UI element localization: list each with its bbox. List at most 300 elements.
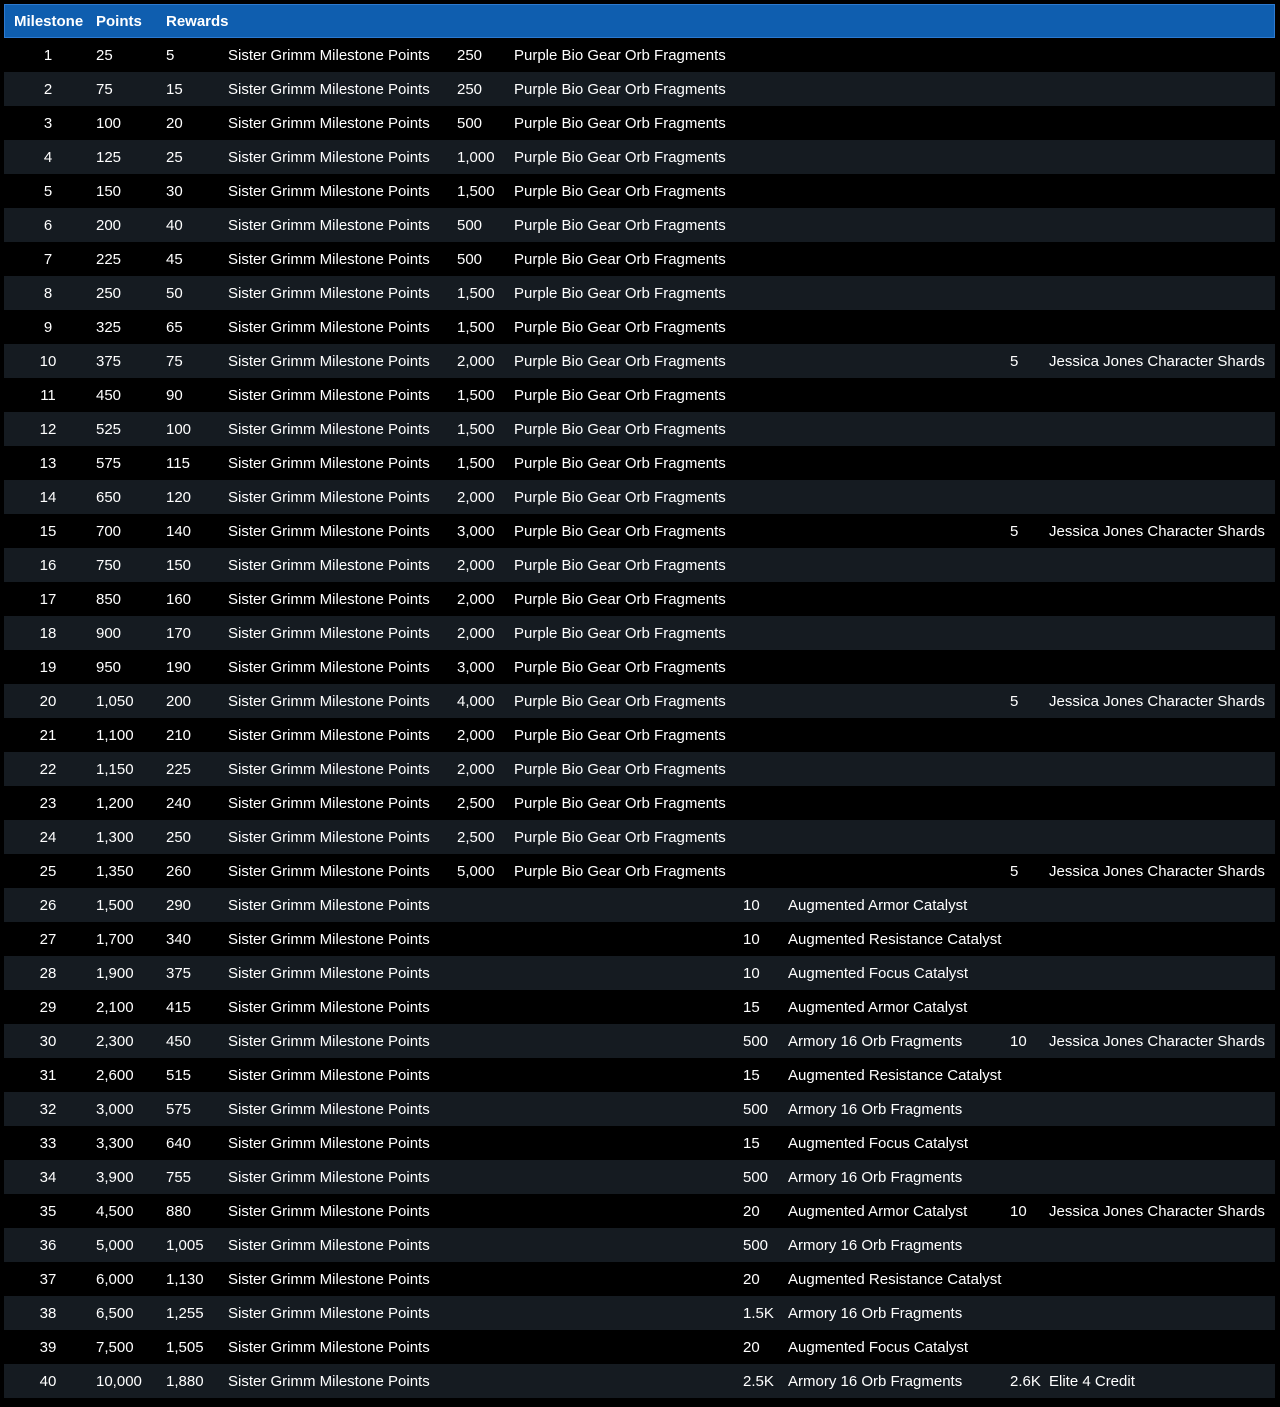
milestone-cell: 36	[39, 1237, 57, 1254]
reward-amount-cell: 140	[166, 523, 192, 540]
reward-name-cell: Sister Grimm Milestone Points	[228, 625, 430, 642]
reward2-name-cell: Purple Bio Gear Orb Fragments	[514, 795, 726, 812]
reward3-name-cell: Armory 16 Orb Fragments	[788, 1373, 963, 1390]
milestone-cell: 34	[39, 1169, 57, 1186]
reward-amount-cell: 90	[166, 387, 183, 404]
reward-amount-cell: 200	[166, 693, 192, 710]
reward2-name-cell: Purple Bio Gear Orb Fragments	[514, 149, 726, 166]
points-cell: 125	[96, 149, 122, 166]
table-row	[4, 446, 1275, 480]
reward2-amount-cell: 2,000	[457, 489, 495, 506]
reward-name-cell: Sister Grimm Milestone Points	[228, 47, 430, 64]
reward-name-cell: Sister Grimm Milestone Points	[228, 81, 430, 98]
reward2-amount-cell: 500	[457, 251, 483, 268]
reward3-amount-cell: 10	[743, 965, 760, 982]
reward2-amount-cell: 2,000	[457, 591, 495, 608]
reward4-name-cell: Jessica Jones Character Shards	[1049, 863, 1265, 880]
reward2-amount-cell: 1,500	[457, 183, 495, 200]
reward3-name-cell: Augmented Resistance Catalyst	[788, 1067, 1002, 1084]
reward3-amount-cell: 10	[743, 897, 760, 914]
reward4-name-cell: Jessica Jones Character Shards	[1049, 353, 1265, 370]
reward2-amount-cell: 2,000	[457, 625, 495, 642]
milestone-cell: 39	[39, 1339, 57, 1356]
reward4-amount-cell: 5	[1010, 353, 1019, 370]
reward2-name-cell: Purple Bio Gear Orb Fragments	[514, 693, 726, 710]
reward2-amount-cell: 500	[457, 217, 483, 234]
reward-amount-cell: 575	[166, 1101, 192, 1118]
table-row	[4, 1160, 1275, 1194]
table-row	[4, 854, 1275, 888]
reward-name-cell: Sister Grimm Milestone Points	[228, 1067, 430, 1084]
reward2-amount-cell: 1,500	[457, 421, 495, 438]
table-row	[4, 684, 1275, 718]
table-body	[4, 38, 1275, 1398]
table-row	[4, 582, 1275, 616]
table-row	[4, 174, 1275, 208]
reward-amount-cell: 50	[166, 285, 183, 302]
milestone-cell: 5	[43, 183, 53, 200]
table-row	[4, 956, 1275, 990]
header-rewards: Rewards	[166, 13, 229, 30]
table-row	[4, 72, 1275, 106]
reward3-name-cell: Augmented Armor Catalyst	[788, 1203, 968, 1220]
reward2-amount-cell: 250	[457, 47, 483, 64]
points-cell: 225	[96, 251, 122, 268]
reward2-name-cell: Purple Bio Gear Orb Fragments	[514, 761, 726, 778]
reward4-amount-cell: 2.6K	[1010, 1373, 1041, 1390]
reward3-amount-cell: 15	[743, 1067, 760, 1084]
milestone-cell: 23	[39, 795, 57, 812]
table-row	[4, 514, 1275, 548]
reward2-amount-cell: 1,500	[457, 387, 495, 404]
milestone-cell: 11	[40, 387, 56, 404]
points-cell: 850	[96, 591, 122, 608]
points-cell: 575	[96, 455, 122, 472]
reward-name-cell: Sister Grimm Milestone Points	[228, 149, 430, 166]
table-row	[4, 378, 1275, 412]
reward-amount-cell: 210	[166, 727, 192, 744]
table-row	[4, 990, 1275, 1024]
table-row	[4, 106, 1275, 140]
reward3-amount-cell: 15	[743, 999, 760, 1016]
reward-amount-cell: 250	[166, 829, 192, 846]
reward-name-cell: Sister Grimm Milestone Points	[228, 829, 430, 846]
reward-name-cell: Sister Grimm Milestone Points	[228, 115, 430, 132]
reward2-amount-cell: 3,000	[457, 659, 495, 676]
milestone-cell: 26	[39, 897, 57, 914]
milestone-cell: 6	[43, 217, 53, 234]
reward-name-cell: Sister Grimm Milestone Points	[228, 795, 430, 812]
milestone-cell: 30	[39, 1033, 57, 1050]
milestone-cell: 40	[39, 1373, 57, 1390]
reward2-amount-cell: 2,000	[457, 761, 495, 778]
reward-name-cell: Sister Grimm Milestone Points	[228, 1169, 430, 1186]
table-row	[4, 888, 1275, 922]
points-cell: 6,500	[96, 1305, 134, 1322]
reward-amount-cell: 290	[166, 897, 192, 914]
milestone-cell: 18	[39, 625, 57, 642]
reward-name-cell: Sister Grimm Milestone Points	[228, 693, 430, 710]
reward-amount-cell: 45	[166, 251, 183, 268]
milestone-cell: 10	[39, 353, 57, 370]
points-cell: 1,300	[96, 829, 134, 846]
reward3-name-cell: Armory 16 Orb Fragments	[788, 1033, 963, 1050]
reward3-amount-cell: 500	[743, 1101, 769, 1118]
points-cell: 450	[96, 387, 122, 404]
reward-name-cell: Sister Grimm Milestone Points	[228, 251, 430, 268]
reward-amount-cell: 100	[166, 421, 192, 438]
reward-amount-cell: 30	[166, 183, 183, 200]
table-row	[4, 1058, 1275, 1092]
milestone-cell: 35	[39, 1203, 57, 1220]
reward-amount-cell: 25	[166, 149, 183, 166]
points-cell: 1,700	[96, 931, 134, 948]
milestone-cell: 16	[39, 557, 57, 574]
reward-amount-cell: 375	[166, 965, 192, 982]
reward4-amount-cell: 10	[1010, 1203, 1027, 1220]
points-cell: 10,000	[96, 1373, 142, 1390]
reward-amount-cell: 415	[166, 999, 192, 1016]
reward3-amount-cell: 500	[743, 1169, 769, 1186]
reward-name-cell: Sister Grimm Milestone Points	[228, 965, 430, 982]
milestone-rewards-table	[4, 4, 1275, 1398]
milestone-cell: 29	[39, 999, 57, 1016]
table-row	[4, 922, 1275, 956]
points-cell: 25	[96, 47, 113, 64]
reward-amount-cell: 150	[166, 557, 192, 574]
milestone-cell: 13	[39, 455, 57, 472]
reward2-name-cell: Purple Bio Gear Orb Fragments	[514, 659, 726, 676]
reward2-name-cell: Purple Bio Gear Orb Fragments	[514, 47, 726, 64]
points-cell: 200	[96, 217, 122, 234]
reward-amount-cell: 20	[166, 115, 183, 132]
reward3-name-cell: Augmented Focus Catalyst	[788, 1339, 969, 1356]
reward-name-cell: Sister Grimm Milestone Points	[228, 897, 430, 914]
table-row	[4, 1330, 1275, 1364]
reward3-name-cell: Armory 16 Orb Fragments	[788, 1305, 963, 1322]
reward-amount-cell: 65	[166, 319, 183, 336]
reward4-amount-cell: 5	[1010, 523, 1019, 540]
reward3-amount-cell: 20	[743, 1271, 760, 1288]
milestone-cell: 37	[39, 1271, 57, 1288]
reward-name-cell: Sister Grimm Milestone Points	[228, 183, 430, 200]
table-row	[4, 1262, 1275, 1296]
reward2-name-cell: Purple Bio Gear Orb Fragments	[514, 319, 726, 336]
reward2-amount-cell: 1,500	[457, 455, 495, 472]
reward-name-cell: Sister Grimm Milestone Points	[228, 727, 430, 744]
milestone-cell: 31	[39, 1067, 57, 1084]
reward-amount-cell: 1,880	[166, 1373, 204, 1390]
reward-amount-cell: 120	[166, 489, 192, 506]
table-row	[4, 480, 1275, 514]
table-row	[4, 616, 1275, 650]
table-row	[4, 1194, 1275, 1228]
header-points: Points	[96, 13, 142, 30]
reward4-name-cell: Jessica Jones Character Shards	[1049, 1033, 1265, 1050]
points-cell: 100	[96, 115, 122, 132]
milestone-cell: 14	[39, 489, 57, 506]
reward2-name-cell: Purple Bio Gear Orb Fragments	[514, 625, 726, 642]
milestone-cell: 17	[39, 591, 57, 608]
reward2-amount-cell: 2,500	[457, 795, 495, 812]
milestone-cell: 22	[39, 761, 57, 778]
reward3-name-cell: Augmented Armor Catalyst	[788, 999, 968, 1016]
reward3-amount-cell: 15	[743, 1135, 760, 1152]
milestone-cell: 25	[39, 863, 57, 880]
reward2-amount-cell: 1,000	[457, 149, 495, 166]
reward-name-cell: Sister Grimm Milestone Points	[228, 1305, 430, 1322]
table-header	[4, 4, 1275, 38]
reward-name-cell: Sister Grimm Milestone Points	[228, 557, 430, 574]
milestone-cell: 4	[43, 149, 53, 166]
reward2-amount-cell: 1,500	[457, 285, 495, 302]
reward3-amount-cell: 10	[743, 931, 760, 948]
reward-amount-cell: 880	[166, 1203, 192, 1220]
milestone-cell: 33	[39, 1135, 57, 1152]
reward2-amount-cell: 250	[457, 81, 483, 98]
reward-name-cell: Sister Grimm Milestone Points	[228, 285, 430, 302]
milestone-cell: 21	[39, 727, 57, 744]
reward-amount-cell: 1,130	[166, 1271, 204, 1288]
reward2-name-cell: Purple Bio Gear Orb Fragments	[514, 285, 726, 302]
points-cell: 700	[96, 523, 122, 540]
table-row	[4, 242, 1275, 276]
table-row	[4, 1092, 1275, 1126]
reward-name-cell: Sister Grimm Milestone Points	[228, 523, 430, 540]
reward2-amount-cell: 2,000	[457, 557, 495, 574]
reward-name-cell: Sister Grimm Milestone Points	[228, 217, 430, 234]
reward-name-cell: Sister Grimm Milestone Points	[228, 319, 430, 336]
reward-amount-cell: 190	[166, 659, 192, 676]
points-cell: 1,900	[96, 965, 134, 982]
reward3-name-cell: Augmented Resistance Catalyst	[788, 931, 1002, 948]
points-cell: 1,200	[96, 795, 134, 812]
reward-name-cell: Sister Grimm Milestone Points	[228, 863, 430, 880]
reward2-name-cell: Purple Bio Gear Orb Fragments	[514, 217, 726, 234]
table-row	[4, 140, 1275, 174]
reward-amount-cell: 640	[166, 1135, 192, 1152]
points-cell: 1,050	[96, 693, 134, 710]
reward-name-cell: Sister Grimm Milestone Points	[228, 659, 430, 676]
reward-amount-cell: 260	[166, 863, 192, 880]
milestone-cell: 28	[39, 965, 57, 982]
points-cell: 1,500	[96, 897, 134, 914]
reward3-amount-cell: 1.5K	[743, 1305, 774, 1322]
milestone-cell: 32	[39, 1101, 57, 1118]
reward4-name-cell: Jessica Jones Character Shards	[1049, 693, 1265, 710]
reward2-amount-cell: 2,500	[457, 829, 495, 846]
points-cell: 375	[96, 353, 122, 370]
reward-name-cell: Sister Grimm Milestone Points	[228, 1271, 430, 1288]
table-row	[4, 276, 1275, 310]
reward2-amount-cell: 3,000	[457, 523, 495, 540]
reward-amount-cell: 75	[166, 353, 183, 370]
reward2-name-cell: Purple Bio Gear Orb Fragments	[514, 421, 726, 438]
reward3-amount-cell: 2.5K	[743, 1373, 774, 1390]
reward-name-cell: Sister Grimm Milestone Points	[228, 421, 430, 438]
reward4-amount-cell: 10	[1010, 1033, 1027, 1050]
table-row	[4, 38, 1275, 72]
reward4-amount-cell: 5	[1010, 693, 1019, 710]
reward3-amount-cell: 20	[743, 1339, 760, 1356]
table-row	[4, 208, 1275, 242]
points-cell: 1,150	[96, 761, 134, 778]
reward-amount-cell: 160	[166, 591, 192, 608]
table-row	[4, 344, 1275, 378]
reward-amount-cell: 450	[166, 1033, 192, 1050]
reward-name-cell: Sister Grimm Milestone Points	[228, 1203, 430, 1220]
reward-amount-cell: 40	[166, 217, 183, 234]
milestone-cell: 8	[43, 285, 53, 302]
reward2-amount-cell: 2,000	[457, 727, 495, 744]
table-row	[4, 548, 1275, 582]
reward-name-cell: Sister Grimm Milestone Points	[228, 761, 430, 778]
reward2-amount-cell: 500	[457, 115, 483, 132]
reward-name-cell: Sister Grimm Milestone Points	[228, 1237, 430, 1254]
reward4-name-cell: Jessica Jones Character Shards	[1049, 523, 1265, 540]
milestone-cell: 9	[43, 319, 53, 336]
reward2-name-cell: Purple Bio Gear Orb Fragments	[514, 251, 726, 268]
reward-name-cell: Sister Grimm Milestone Points	[228, 455, 430, 472]
reward-name-cell: Sister Grimm Milestone Points	[228, 591, 430, 608]
milestone-cell: 7	[43, 251, 53, 268]
table-row	[4, 1364, 1275, 1398]
points-cell: 2,100	[96, 999, 134, 1016]
points-cell: 525	[96, 421, 122, 438]
reward4-name-cell: Elite 4 Credit	[1049, 1373, 1135, 1390]
reward2-name-cell: Purple Bio Gear Orb Fragments	[514, 387, 726, 404]
reward2-name-cell: Purple Bio Gear Orb Fragments	[514, 727, 726, 744]
reward-amount-cell: 5	[166, 47, 175, 64]
table-row	[4, 310, 1275, 344]
reward-amount-cell: 1,255	[166, 1305, 204, 1322]
points-cell: 4,500	[96, 1203, 134, 1220]
points-cell: 2,300	[96, 1033, 134, 1050]
reward-amount-cell: 170	[166, 625, 192, 642]
reward3-name-cell: Armory 16 Orb Fragments	[788, 1101, 963, 1118]
reward-name-cell: Sister Grimm Milestone Points	[228, 489, 430, 506]
points-cell: 950	[96, 659, 122, 676]
table-row	[4, 786, 1275, 820]
points-cell: 900	[96, 625, 122, 642]
points-cell: 7,500	[96, 1339, 134, 1356]
points-cell: 6,000	[96, 1271, 134, 1288]
reward2-name-cell: Purple Bio Gear Orb Fragments	[514, 115, 726, 132]
points-cell: 1,100	[96, 727, 134, 744]
milestone-cell: 20	[39, 693, 57, 710]
points-cell: 3,300	[96, 1135, 134, 1152]
reward2-name-cell: Purple Bio Gear Orb Fragments	[514, 523, 726, 540]
reward-amount-cell: 755	[166, 1169, 192, 1186]
milestone-cell: 12	[39, 421, 57, 438]
reward-name-cell: Sister Grimm Milestone Points	[228, 387, 430, 404]
milestone-cell: 24	[39, 829, 57, 846]
reward-name-cell: Sister Grimm Milestone Points	[228, 1033, 430, 1050]
reward-amount-cell: 1,005	[166, 1237, 204, 1254]
reward2-name-cell: Purple Bio Gear Orb Fragments	[514, 557, 726, 574]
reward-name-cell: Sister Grimm Milestone Points	[228, 353, 430, 370]
table-row	[4, 820, 1275, 854]
reward-amount-cell: 340	[166, 931, 192, 948]
points-cell: 650	[96, 489, 122, 506]
reward2-name-cell: Purple Bio Gear Orb Fragments	[514, 863, 726, 880]
reward4-amount-cell: 5	[1010, 863, 1019, 880]
table-row	[4, 650, 1275, 684]
reward2-amount-cell: 4,000	[457, 693, 495, 710]
points-cell: 325	[96, 319, 122, 336]
table-row	[4, 1024, 1275, 1058]
reward3-amount-cell: 500	[743, 1237, 769, 1254]
reward-amount-cell: 1,505	[166, 1339, 204, 1356]
reward3-amount-cell: 500	[743, 1033, 769, 1050]
points-cell: 150	[96, 183, 122, 200]
reward2-name-cell: Purple Bio Gear Orb Fragments	[514, 829, 726, 846]
reward3-amount-cell: 20	[743, 1203, 760, 1220]
points-cell: 3,900	[96, 1169, 134, 1186]
header-milestone: Milestone	[14, 13, 84, 30]
reward3-name-cell: Augmented Focus Catalyst	[788, 1135, 969, 1152]
reward2-name-cell: Purple Bio Gear Orb Fragments	[514, 183, 726, 200]
reward-name-cell: Sister Grimm Milestone Points	[228, 999, 430, 1016]
milestone-cell: 2	[43, 81, 53, 98]
reward2-name-cell: Purple Bio Gear Orb Fragments	[514, 455, 726, 472]
milestone-cell: 3	[43, 115, 53, 132]
points-cell: 75	[96, 81, 113, 98]
reward2-name-cell: Purple Bio Gear Orb Fragments	[514, 591, 726, 608]
table-row	[4, 1228, 1275, 1262]
reward-name-cell: Sister Grimm Milestone Points	[228, 1339, 430, 1356]
reward3-name-cell: Armory 16 Orb Fragments	[788, 1237, 963, 1254]
points-cell: 250	[96, 285, 122, 302]
reward-amount-cell: 15	[166, 81, 183, 98]
reward2-name-cell: Purple Bio Gear Orb Fragments	[514, 81, 726, 98]
reward-amount-cell: 115	[166, 455, 190, 472]
reward-amount-cell: 240	[166, 795, 192, 812]
reward4-name-cell: Jessica Jones Character Shards	[1049, 1203, 1265, 1220]
table-row	[4, 752, 1275, 786]
reward-name-cell: Sister Grimm Milestone Points	[228, 931, 430, 948]
points-cell: 2,600	[96, 1067, 134, 1084]
reward2-amount-cell: 1,500	[457, 319, 495, 336]
reward2-name-cell: Purple Bio Gear Orb Fragments	[514, 353, 726, 370]
table-row	[4, 1296, 1275, 1330]
points-cell: 5,000	[96, 1237, 134, 1254]
table-row	[4, 718, 1275, 752]
points-cell: 1,350	[96, 863, 134, 880]
reward-name-cell: Sister Grimm Milestone Points	[228, 1373, 430, 1390]
table-row	[4, 1126, 1275, 1160]
reward2-amount-cell: 2,000	[457, 353, 495, 370]
milestone-cell: 38	[39, 1305, 57, 1322]
milestone-cell: 19	[39, 659, 57, 676]
milestone-cell: 15	[39, 523, 57, 540]
reward-amount-cell: 225	[166, 761, 192, 778]
reward3-name-cell: Armory 16 Orb Fragments	[788, 1169, 963, 1186]
milestone-cell: 27	[39, 931, 57, 948]
reward-name-cell: Sister Grimm Milestone Points	[228, 1135, 430, 1152]
points-cell: 3,000	[96, 1101, 134, 1118]
reward3-name-cell: Augmented Resistance Catalyst	[788, 1271, 1002, 1288]
reward2-name-cell: Purple Bio Gear Orb Fragments	[514, 489, 726, 506]
reward3-name-cell: Augmented Focus Catalyst	[788, 965, 969, 982]
points-cell: 750	[96, 557, 122, 574]
table-row	[4, 412, 1275, 446]
reward-amount-cell: 515	[166, 1067, 192, 1084]
reward3-name-cell: Augmented Armor Catalyst	[788, 897, 968, 914]
reward2-amount-cell: 5,000	[457, 863, 495, 880]
milestone-cell: 1	[43, 47, 53, 64]
reward-name-cell: Sister Grimm Milestone Points	[228, 1101, 430, 1118]
